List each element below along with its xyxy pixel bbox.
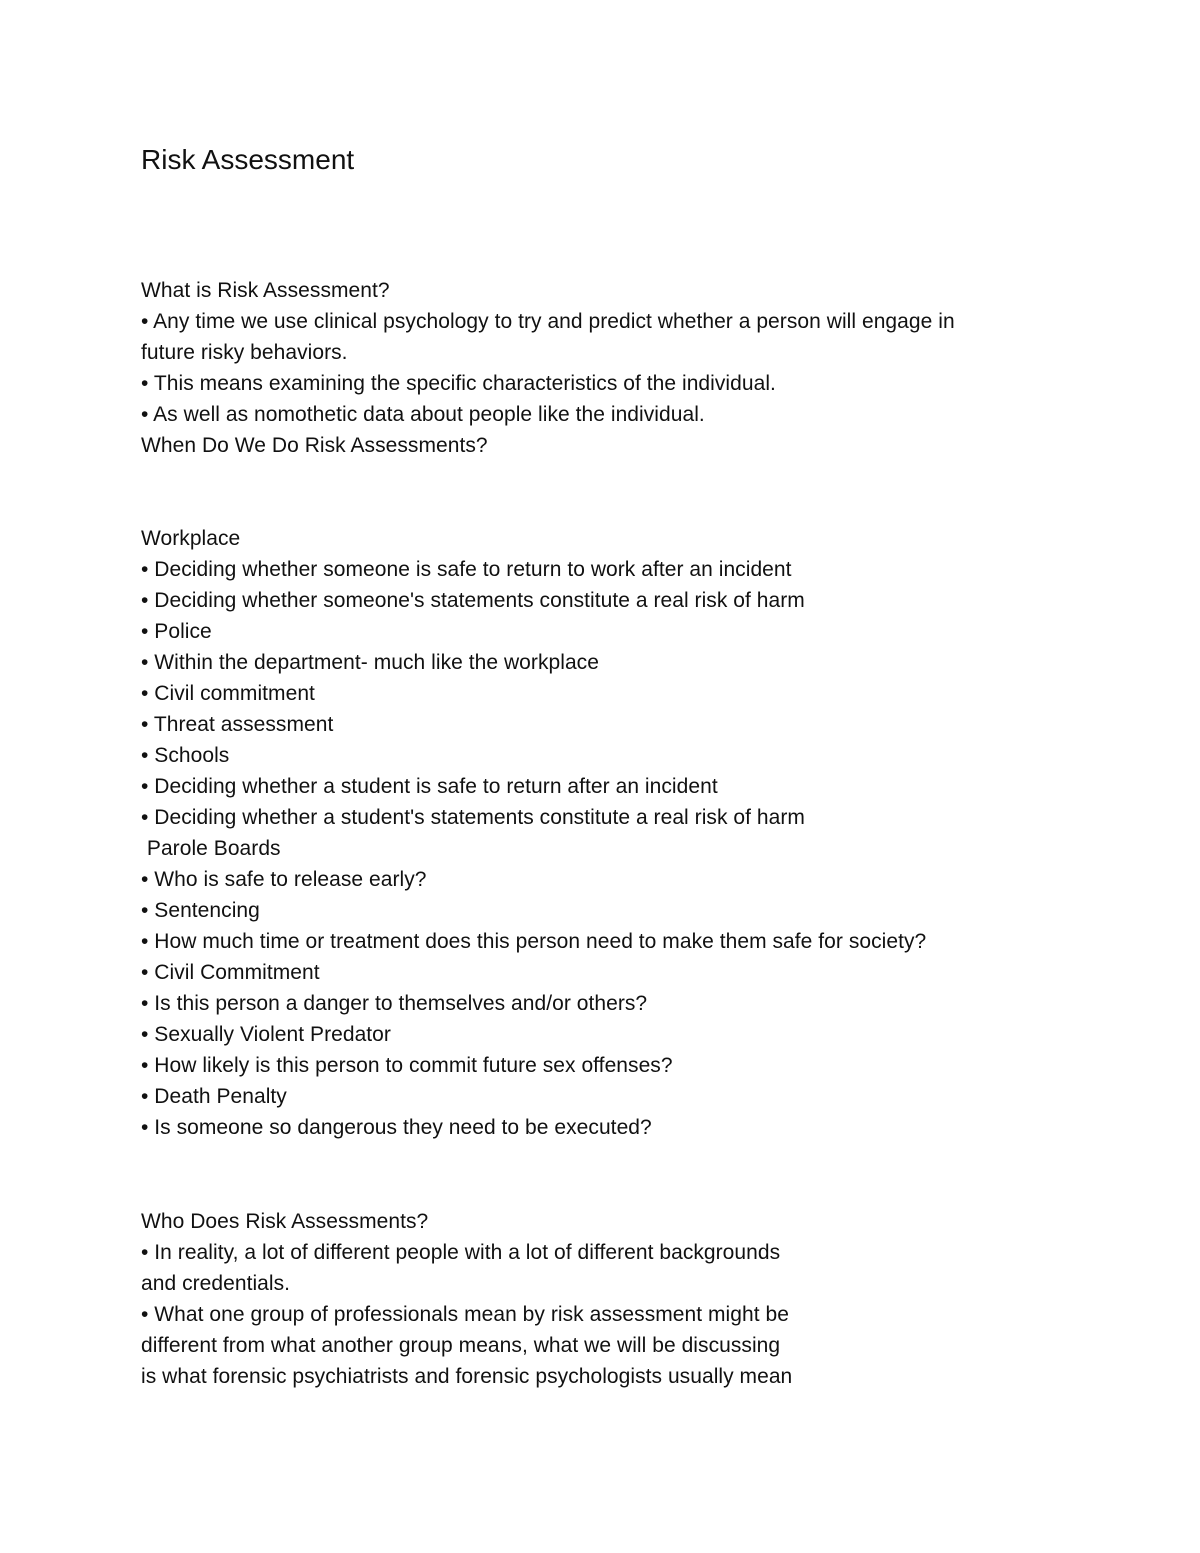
text-line: • Any time we use clinical psychology to try and predict whether a person will engage in bbox=[141, 310, 955, 333]
section-when-risk-assessments bbox=[141, 523, 926, 1143]
text-line: Workplace bbox=[141, 527, 241, 550]
text-line: • Who is safe to release early? bbox=[141, 868, 427, 891]
text-line: • Deciding whether someone's statements constitute a real risk of harm bbox=[141, 589, 805, 612]
text-line: • How likely is this person to commit future sex offenses? bbox=[141, 1054, 673, 1077]
document-title: Risk Assessment bbox=[141, 144, 355, 175]
text-line: Who Does Risk Assessments? bbox=[141, 1210, 429, 1233]
text-line: When Do We Do Risk Assessments? bbox=[141, 434, 488, 457]
text-line: • Police bbox=[141, 620, 212, 643]
text-line: • What one group of professionals mean by risk assessment might be bbox=[141, 1303, 789, 1326]
text-line: • How much time or treatment does this person need to make them safe for society? bbox=[141, 930, 927, 953]
text-line: is what forensic psychiatrists and forensic psychologists usually mean bbox=[141, 1365, 793, 1388]
text-line: • This means examining the specific characteristics of the individual. bbox=[141, 372, 776, 395]
section-who-does-risk-assessments bbox=[141, 1206, 792, 1392]
text-line: and credentials. bbox=[141, 1272, 291, 1295]
text-line: • Schools bbox=[141, 744, 230, 767]
text-line: What is Risk Assessment? bbox=[141, 279, 390, 302]
text-line: • Sentencing bbox=[141, 899, 260, 922]
text-line: • Deciding whether a student is safe to return after an incident bbox=[141, 775, 718, 798]
text-line: • Deciding whether a student's statements constitute a real risk of harm bbox=[141, 806, 805, 829]
text-line: • Is this person a danger to themselves and/or others? bbox=[141, 992, 648, 1015]
text-line: • Threat assessment bbox=[141, 713, 334, 736]
text-line: Parole Boards bbox=[141, 837, 281, 860]
text-line: • Death Penalty bbox=[141, 1085, 287, 1108]
section-what-is-risk-assessment bbox=[141, 275, 955, 461]
text-line: • As well as nomothetic data about people like the individual. bbox=[141, 403, 705, 426]
text-line: • Is someone so dangerous they need to be executed? bbox=[141, 1116, 652, 1139]
text-line: future risky behaviors. bbox=[141, 341, 348, 364]
text-line: • Sexually Violent Predator bbox=[141, 1023, 391, 1046]
text-line: • In reality, a lot of different people with a lot of different backgrounds bbox=[141, 1241, 781, 1264]
text-line: • Civil Commitment bbox=[141, 961, 320, 984]
text-line: • Deciding whether someone is safe to return to work after an incident bbox=[141, 558, 792, 581]
text-line: • Civil commitment bbox=[141, 682, 315, 705]
text-line: • Within the department- much like the workplace bbox=[141, 651, 599, 674]
text-line: different from what another group means, what we will be discussing bbox=[141, 1334, 781, 1357]
